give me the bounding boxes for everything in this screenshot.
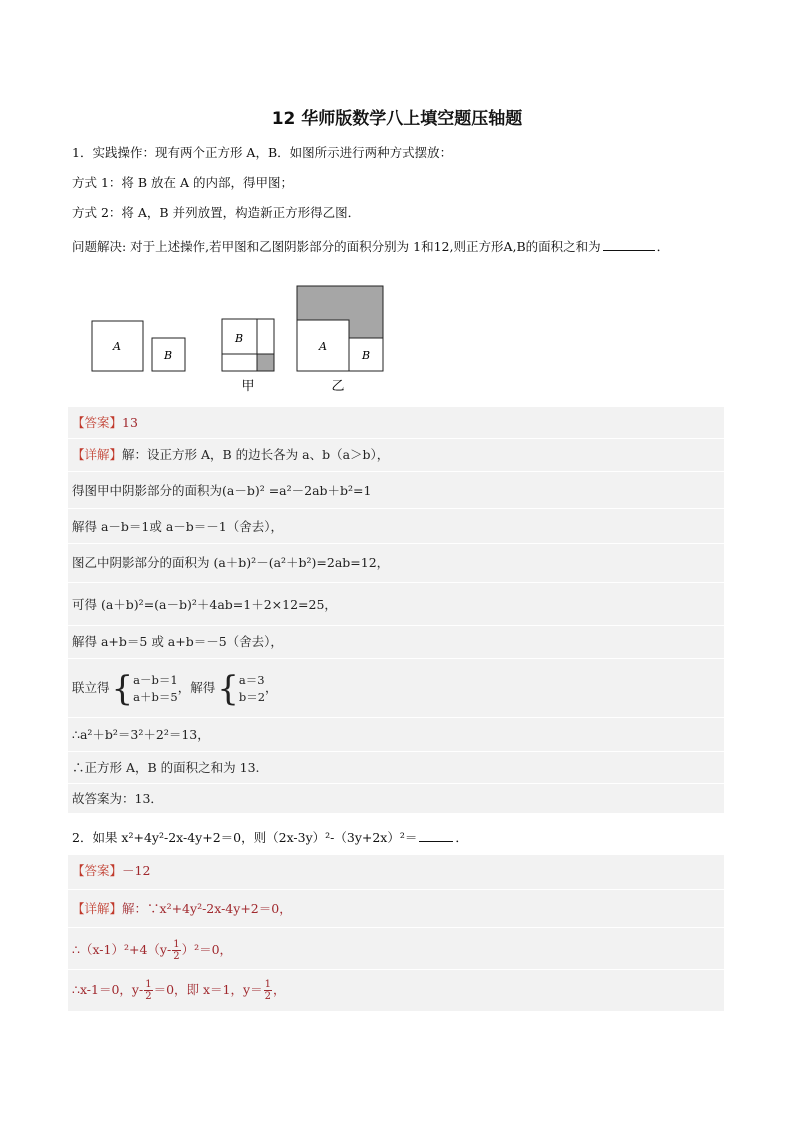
q1-question-text: 问题解决: 对于上述操作,若甲图和乙图阴影部分的面积分别为 1和12,则正方形A,B的面积之和为 <box>72 239 601 254</box>
detail-tag: 【详解】 <box>72 901 123 916</box>
q1-detail-8: ∴a²＋b²＝3²＋2²＝13， <box>72 727 210 742</box>
square-b-label: B <box>163 349 173 362</box>
system-1-row-1: a－b＝1 <box>133 673 178 687</box>
yi-a-label: A <box>319 340 327 353</box>
caption-jia: 甲 <box>241 379 255 394</box>
jia-shaded-region <box>257 354 274 371</box>
q1-detail-10: 故答案为：13． <box>72 791 163 806</box>
q2-stem <box>72 829 468 847</box>
q1-detail-7 <box>72 668 278 709</box>
detail-7-prefix: 联立得 <box>72 680 110 695</box>
fraction-half: $\frac{1}{2}$ <box>264 979 271 1002</box>
q2-stem-text: 2．如果 x²+4y²-2x-4y+2＝0，则（2x-3y）²-（3y+2x）²＝ <box>72 830 418 845</box>
q2-stem-end: ． <box>455 830 468 845</box>
q2-detail-2 <box>72 938 232 962</box>
yi-b-label: B <box>361 349 371 362</box>
equation-system-2: {a＝3 b＝2 <box>217 669 266 709</box>
system-2-row-2: b＝2 <box>238 690 266 704</box>
detail-tag: 【详解】 <box>72 447 123 462</box>
detail-3-part-b: ＝0，即 x＝1，y＝ <box>153 982 263 997</box>
fraction-half: $\frac{1}{2}$ <box>173 939 180 962</box>
q1-detail-9: ∴正方形 A，B 的面积之和为 13. <box>72 760 260 775</box>
caption-yi: 乙 <box>331 379 345 394</box>
fraction-half: $\frac{1}{2}$ <box>145 979 152 1002</box>
q2-detail-3 <box>72 978 285 1002</box>
q1-detail-4: 图乙中阴影部分的面积为 (a＋b)²－(a²＋b²)=2ab=12， <box>72 555 390 570</box>
q2-detail-1 <box>72 900 292 918</box>
detail-3-part-c: ， <box>272 982 286 997</box>
q1-method-1: 方式 1：将 B 放在 A 的内部，得甲图； <box>72 175 294 190</box>
page-title: 12 华师版数学八上填空题压轴题 <box>271 109 523 129</box>
q1-stem: 1．实践操作：现有两个正方形 A，B．如图所示进行两种方式摆放： <box>72 145 453 160</box>
detail-2-part-a: ∴（x-1）²+4（y- <box>72 942 172 957</box>
detail-7-end: ， <box>265 680 278 695</box>
q1-method-2: 方式 2：将 A，B 并列放置，构造新正方形得乙图． <box>72 205 361 220</box>
jia-b-label: B <box>234 332 244 345</box>
square-a-label: A <box>113 340 121 353</box>
equation-system-1: {a－b＝1 a＋b＝5 <box>111 669 178 709</box>
detail-3-part-a: ∴x-1＝0，y- <box>72 982 144 997</box>
q2-answer <box>72 862 150 880</box>
q1-question-end: ． <box>656 239 670 254</box>
q1-detail-1 <box>72 446 389 464</box>
q1-detail-2: 得图甲中阴影部分的面积为(a－b)² =a²－2ab＋b²=1 <box>72 483 372 498</box>
q1-detail-5: 可得 (a＋b)²=(a－b)²＋4ab=1＋2×12=25， <box>72 597 337 612</box>
figure-yi <box>297 286 383 371</box>
q1-detail-3: 解得 a－b＝1或 a－b＝－1（舍去）， <box>72 519 284 534</box>
answer-value: 13 <box>122 415 138 430</box>
detail-7-mid: ，解得 <box>177 680 216 695</box>
q1-detail-6: 解得 a+b＝5 或 a+b＝－5（舍去）， <box>72 634 283 649</box>
detail-text: 解：∵x²+4y²-2x-4y+2＝0， <box>122 901 292 916</box>
q1-figure <box>0 280 794 400</box>
system-1-row-2: a＋b＝5 <box>133 690 178 704</box>
answer-blank <box>419 829 453 842</box>
answer-tag: 【答案】 <box>72 415 123 430</box>
detail-2-part-b: ）²＝0， <box>181 942 233 957</box>
q1-answer <box>72 414 138 432</box>
system-2-row-1: a＝3 <box>238 673 265 687</box>
answer-blank <box>603 238 655 251</box>
answer-value: －12 <box>122 863 151 878</box>
detail-text: 解：设正方形 A，B 的边长各为 a、b（a＞b）， <box>122 447 390 462</box>
figure-jia <box>222 319 274 371</box>
q1-question <box>72 238 669 256</box>
answer-tag: 【答案】 <box>72 863 123 878</box>
